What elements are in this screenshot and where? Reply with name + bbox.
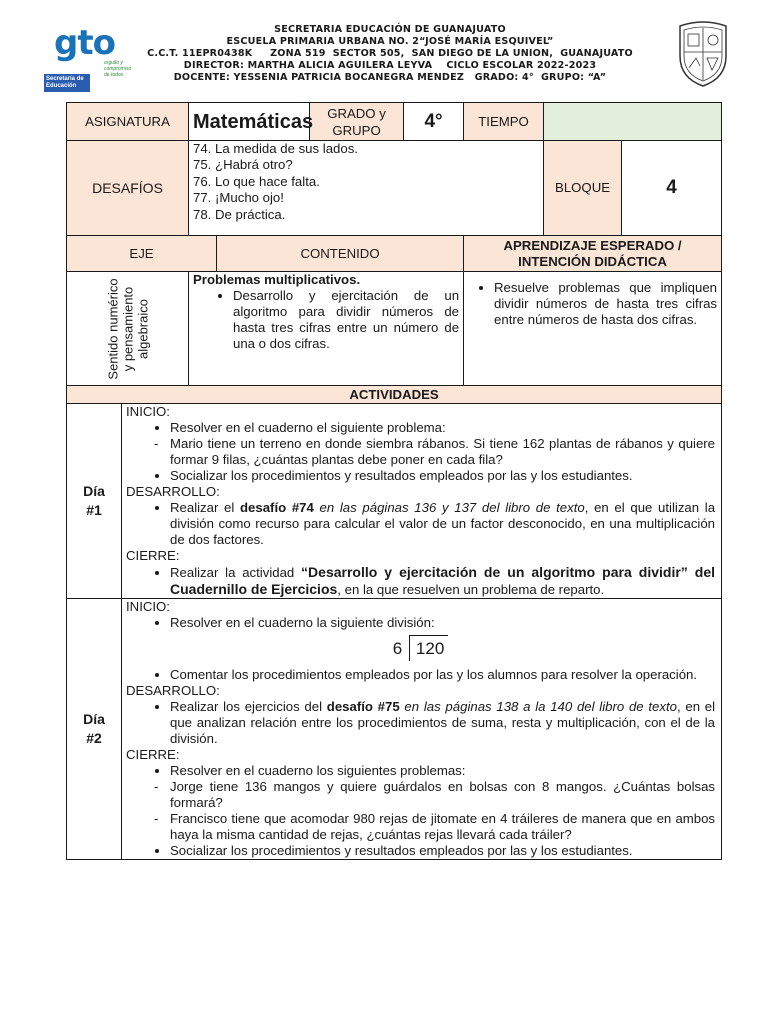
dia2-label [67, 599, 122, 860]
eje-label: EJE [67, 236, 217, 272]
dia1-inicio-label: INICIO: [126, 404, 170, 419]
aprendizaje-item: • Resuelve problemas que impliquen dividir números de hasta tres cifras entre números de hasta dos cifras. [494, 280, 717, 328]
header-line-4: DIRECTOR: MARTHA ALICIA AGUILERA LEYVA CICLO ESCOLAR 2022-2023 [183, 60, 597, 71]
gto-logo-tagline: orgullo y compromiso de todos [104, 60, 132, 78]
tiempo-value [544, 103, 722, 141]
dia2-inicio-list-2 [126, 667, 715, 683]
school-info [130, 24, 650, 84]
dia2-problem-item: - Jorge tiene 136 mangos y quiere guárdalos en bolsas con 8 mangos. ¿Cuántas bolsas formará? [170, 779, 715, 811]
contenido-list [193, 288, 459, 352]
dia1-desarrollo-post: , en el que utilizan la división como recurso para calcular el valor de un factor desconocido, en una multiplicación de dos factores. [170, 500, 716, 547]
dia1-label [67, 404, 122, 599]
dia2-desarrollo-list [126, 699, 715, 747]
dia2-inicio-label: INICIO: [126, 599, 170, 614]
dia2-cierre-list [126, 763, 715, 779]
dia2-row [67, 599, 722, 860]
dia1-desarrollo-bold: desafío #74 [240, 500, 314, 515]
division-problem [126, 635, 715, 661]
header-line-3: C.C.T. 11EPR0438K ZONA 519 SECTOR 505, SAN DIEGO DE LA UNION, GUANAJUATO [147, 48, 633, 59]
dia2-desarrollo-italic: en las páginas 138 a la 140 del libro de texto [399, 699, 677, 714]
dia2-cierre-item-2: • Socializar los procedimientos y resultados empleados por las y los estudiantes. [170, 843, 715, 859]
dia2-cierre-item: • Resolver en el cuaderno los siguientes problemas: [170, 763, 715, 779]
dia1-problem-item: - Mario tiene un terreno en donde siembra rábanos. Si tiene 162 plantas de rábanos y quiere formar 9 filas, ¿cuántas plantas debe poner en cada fila? [170, 436, 715, 468]
dia1-problem-list [126, 436, 715, 468]
dia1-inicio-item-2: • Socializar los procedimientos y resultados empleados por las y los estudiantes. [170, 468, 715, 484]
dia2-inicio-item-2: • Comentar los procedimientos empleados por las y los alumnos para resolver la operación. [170, 667, 715, 683]
dia2-cierre-label: CIERRE: [126, 747, 180, 762]
desafio-item: 75. ¿Habrá otro? [193, 157, 293, 173]
actividades-label: ACTIVIDADES [67, 386, 722, 404]
dia1-desarrollo-italic: en las páginas 136 y 137 del libro de texto [313, 500, 585, 515]
dia1-row [67, 404, 722, 599]
dia2-inicio-item: • Resolver en el cuaderno la siguiente división: [170, 615, 715, 631]
dia2-label-line1: Día [83, 711, 105, 727]
header-line-1: SECRETARIA EDUCACIÓN DE GUANAJUATO [274, 24, 506, 35]
dia2-problem-list [126, 779, 715, 843]
dia1-cierre-post: , en la que resuelven un problema de reparto. [337, 582, 605, 597]
tiempo-label: TIEMPO [464, 103, 544, 141]
division-dividend: 120 [409, 635, 448, 661]
aprendizaje-cell [464, 272, 722, 386]
grado-value: 4° [404, 103, 464, 141]
bloque-value: 4 [622, 141, 722, 236]
dia2-desarrollo-label: DESARROLLO: [126, 683, 220, 698]
dia1-desarrollo-label: DESARROLLO: [126, 484, 220, 499]
dia1-inicio-list [126, 420, 715, 436]
desafios-row [67, 141, 722, 236]
dia1-label-line1: Día [83, 483, 105, 499]
dia1-cierre-label: CIERRE: [126, 548, 180, 563]
header-line-5: DOCENTE: YESSENIA PATRICIA BOCANEGRA MENDEZ GRADO: 4° GRUPO: “A” [173, 72, 607, 83]
eje-wrap [67, 273, 188, 385]
dia2-desarrollo-item [170, 699, 715, 747]
desafios-list [189, 141, 544, 236]
dia2-activities [122, 599, 722, 860]
header-line-2: ESCUELA PRIMARIA URBANA NO. 2“JOSÉ MARÍA ESQUIVEL” [226, 36, 554, 47]
gto-logo-word [54, 23, 115, 63]
bloque-label: BLOQUE [544, 141, 622, 236]
eje-value: Sentido numérico y pensamiento algebraico [105, 277, 150, 380]
content-row [67, 272, 722, 386]
dia2-desarrollo-bold: desafío #75 [326, 699, 400, 714]
gto-logo-text: gto [54, 23, 115, 63]
school-crest-icon [674, 20, 732, 88]
dia1-desarrollo-pre: Realizar el [170, 500, 240, 515]
dia1-cierre-bold: “Desarrollo y ejercitación de un algoritmo para dividir” del Cuadernillo de Ejercicios [170, 564, 716, 597]
dia2-cierre-list-2 [126, 843, 715, 859]
actividades-row [67, 386, 722, 404]
contenido-cell [189, 272, 464, 386]
dia2-label-line2: #2 [86, 730, 102, 746]
desafio-item: 76. Lo que hace falta. [193, 173, 320, 189]
dia1-desarrollo-item [170, 500, 715, 548]
dia2-desarrollo-post: , en el que analizan relación entre los procedimientos de suma, resta y multiplicación, con el de la división. [170, 699, 716, 746]
lesson-plan-table [66, 102, 722, 860]
aprendizaje-label: APRENDIZAJE ESPERADO / INTENCIÓN DIDÁCTICA [464, 236, 722, 272]
gto-logo [44, 22, 134, 94]
dia1-activities [122, 404, 722, 599]
section-head-row [67, 236, 722, 272]
dia2-inicio-list [126, 615, 715, 631]
contenido-item: • Desarrollo y ejercitación de un algoritmo para dividir números de hasta tres cifras entre un número de una o dos cifras. [233, 288, 459, 352]
dia1-inicio-list-2 [126, 468, 715, 484]
dia1-cierre-list [126, 564, 715, 598]
dia1-cierre-item [170, 564, 715, 598]
eje-cell [67, 272, 189, 386]
document-header [0, 0, 768, 100]
dia1-inicio-item: • Resolver en el cuaderno el siguiente problema: [170, 420, 715, 436]
aprendizaje-list [468, 280, 717, 328]
desafio-item: 77. ¡Mucho ojo! [193, 190, 284, 206]
grado-label: GRADO y GRUPO [310, 103, 404, 141]
desafio-item: 78. De práctica. [193, 206, 286, 222]
contenido-title: Problemas multiplicativos. [193, 272, 361, 287]
contenido-label: CONTENIDO [217, 236, 464, 272]
desafios-label: DESAFÍOS [67, 141, 189, 236]
dia2-problem-item: - Francisco tiene que acomodar 980 rejas de jitomate en 4 tráileres de manera que en ambos haya la misma cantidad de rejas, ¿cuántas rejas llevará cada tráiler? [170, 811, 715, 843]
dia1-cierre-pre: Realizar la actividad [170, 565, 302, 580]
asignatura-value: Matemáticas [189, 103, 310, 141]
dia2-desarrollo-pre: Realizar los ejercicios del [170, 699, 327, 714]
dia1-desarrollo-list [126, 500, 715, 548]
subject-row [67, 103, 722, 141]
division-divisor: 6 [392, 639, 403, 658]
dia1-label-line2: #1 [86, 502, 102, 518]
asignatura-label: ASIGNATURA [67, 103, 189, 141]
secretaria-badge: Secretaría de Educación [44, 74, 90, 92]
desafio-item: 74. La medida de sus lados. [193, 141, 358, 156]
